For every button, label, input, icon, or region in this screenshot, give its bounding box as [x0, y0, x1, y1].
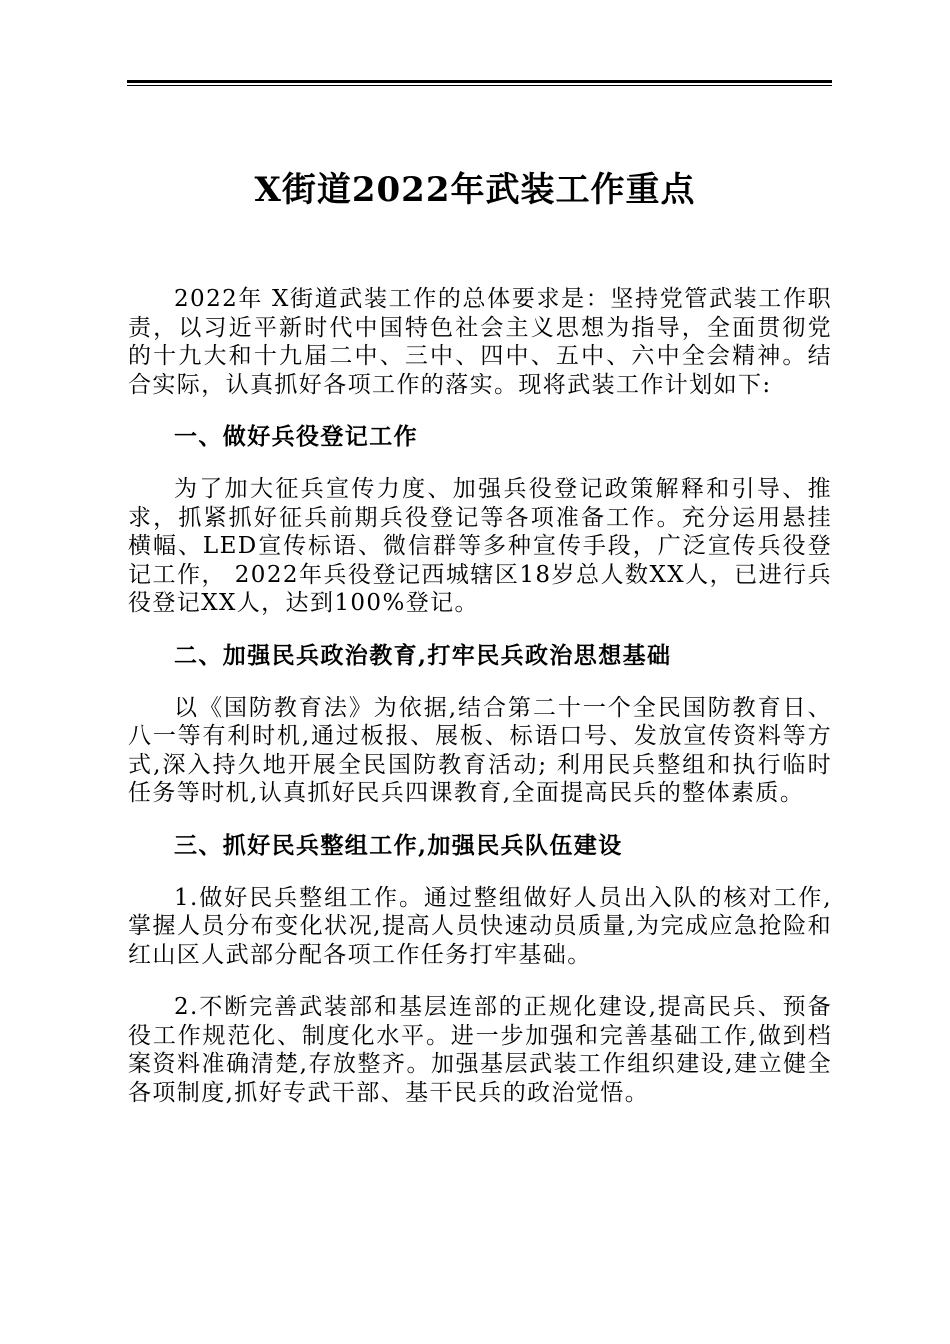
section-heading-2: 二、加强民兵政治教育,打牢民兵政治思想基础	[174, 641, 672, 669]
intro-paragraph: 2022年 X街道武装工作的总体要求是：坚持党管武装工作职责，以习近平新时代中国特色社会主义思想为指导，全面贯彻党的十九大和十九届二中、三中、四中、五中、六中全会精神。结合实际，认真抓好各项工作的落实。现将武装工作计划如下:	[128, 286, 832, 398]
section-2-paragraph-1: 以《国防教育法》为依据,结合第二十一个全民国防教育日、八一等有利时机,通过板报、展板、标语口号、发放宣传资料等方式,深入持久地开展全民国防教育活动; 利用民兵整组和执行临时任务等时机,认真抓好民兵四课教育,全面提高民兵的整体素质。	[128, 694, 832, 806]
section-heading-3: 三、抓好民兵整组工作,加强民兵队伍建设	[174, 831, 623, 859]
document-title: X街道2022年武装工作重点	[254, 170, 696, 210]
section-1-paragraph-1: 为了加大征兵宣传力度、加强兵役登记政策解释和引导、推 求，抓紧抓好征兵前期兵役登记等各项准备工作。充分运用悬挂横幅、LED宣传标语、微信群等多种宣传手段，广泛宣传兵役登记工作， 2022年兵役登记西城辖区18岁总人数XX人，已进行兵役登记XX人，达到100%登记。	[128, 476, 832, 616]
header-rule-thin	[127, 85, 832, 86]
section-3-paragraph-2: 2.不断完善武装部和基层连部的正规化建设,提高民兵、预备役工作规范化、制度化水平。进一步加强和完善基础工作,做到档案资料准确清楚,存放整齐。加强基层武装工作组织建设,建立健全各项制度,抓好专武干部、基干民兵的政治觉悟。	[128, 994, 832, 1106]
document-body	[128, 285, 832, 1131]
header-rule-thick	[127, 80, 832, 83]
section-heading-1: 一、做好兵役登记工作	[174, 423, 418, 450]
section-3-paragraph-1: 1.做好民兵整组工作。通过整组做好人员出入队的核对工作,掌握人员分布变化状况,提高人员快速动员质量,为完成应急抢险和红山区人武部分配各项工作任务打牢基础。	[128, 884, 832, 968]
